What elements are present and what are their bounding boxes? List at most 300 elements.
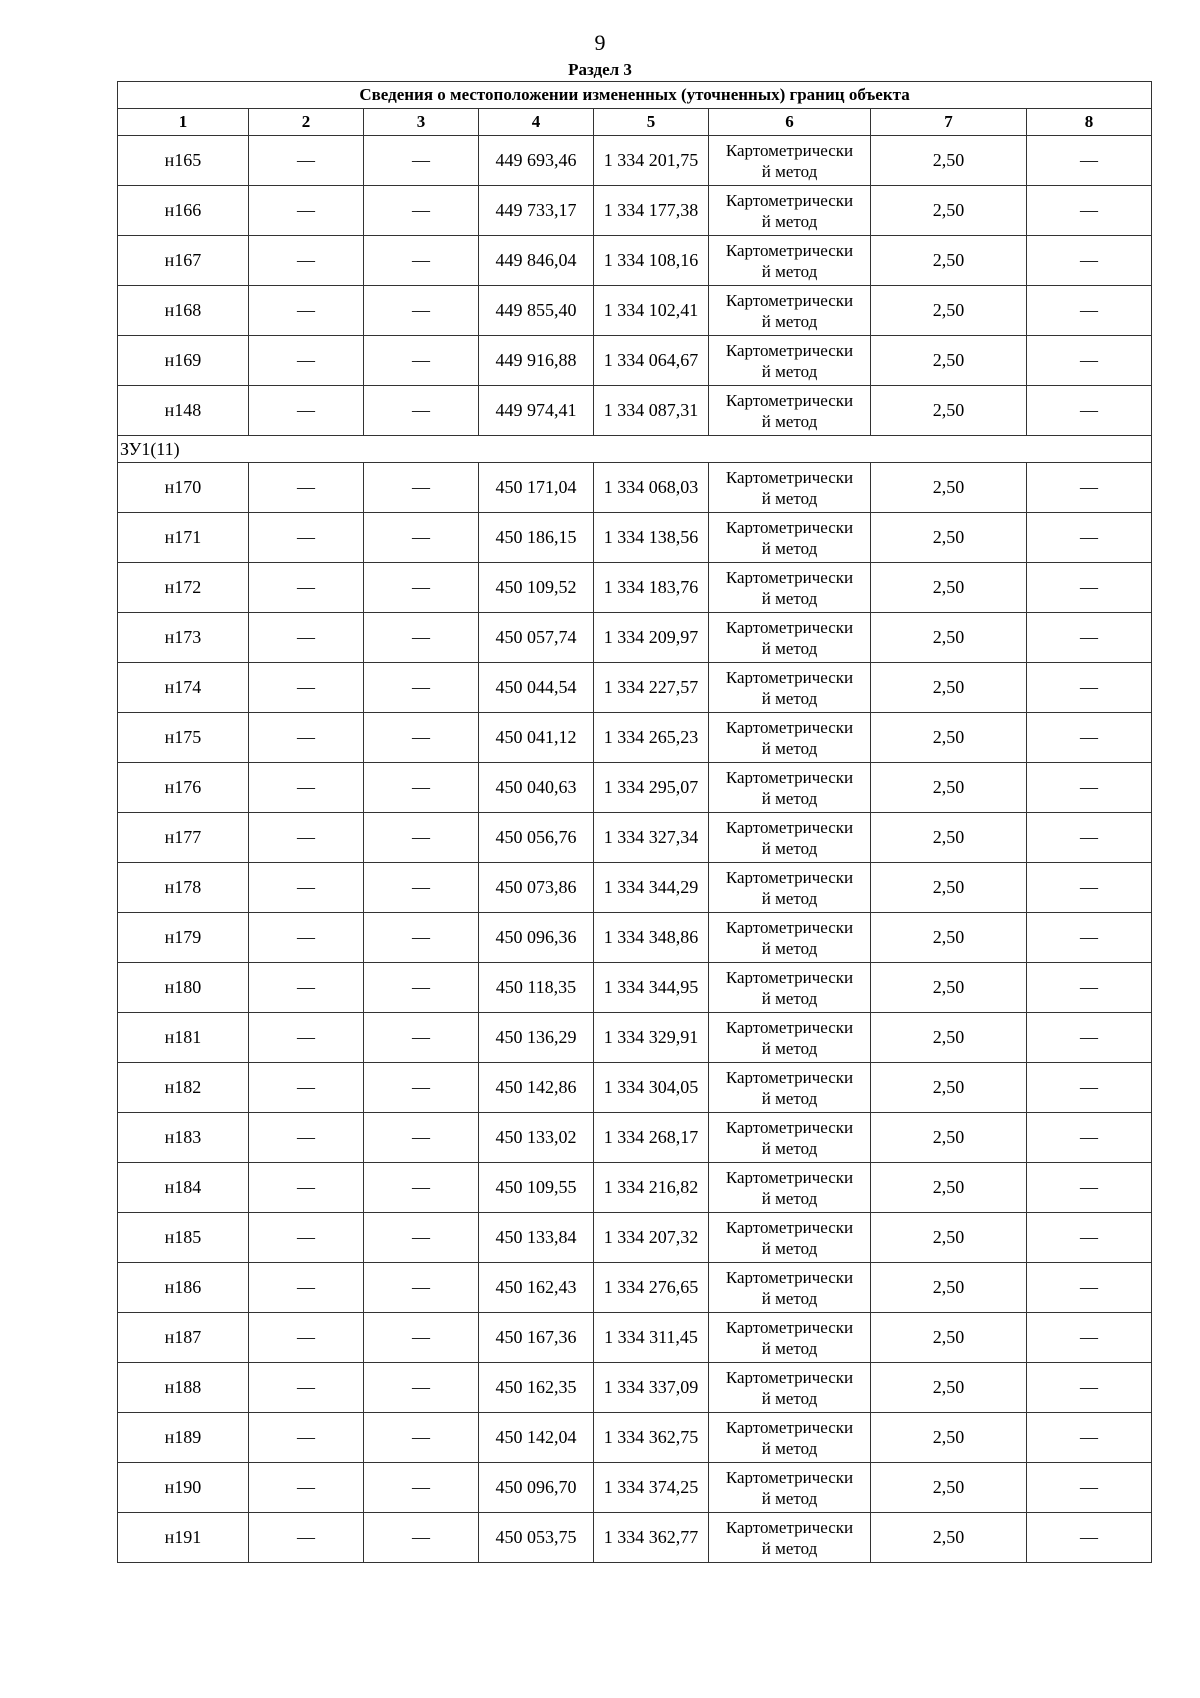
column-3-cell: — <box>364 713 479 763</box>
method-cell <box>709 136 871 186</box>
column-header-4: 4 <box>479 109 594 136</box>
x-coordinate-cell: 450 133,84 <box>479 1213 594 1263</box>
method-text-line-2: й метод <box>761 1138 818 1158</box>
column-3-cell: — <box>364 563 479 613</box>
method-text-line-1: Картометрически <box>725 617 854 637</box>
column-2-cell: — <box>249 1113 364 1163</box>
method-text-line-2: й метод <box>761 161 818 181</box>
method-cell <box>709 1463 871 1513</box>
column-3-cell: — <box>364 186 479 236</box>
table-row <box>118 863 1152 913</box>
table-row <box>118 563 1152 613</box>
column-8-cell: — <box>1027 713 1152 763</box>
method-text-line-1: Картометрически <box>725 817 854 837</box>
table-row <box>118 1263 1152 1313</box>
column-3-cell: — <box>364 1363 479 1413</box>
table-title: Сведения о местоположении измененных (уточненных) границ объекта <box>118 82 1152 109</box>
column-2-cell: — <box>249 913 364 963</box>
y-coordinate-cell: 1 334 207,32 <box>594 1213 709 1263</box>
column-2-cell: — <box>249 1413 364 1463</box>
column-8-cell: — <box>1027 336 1152 386</box>
accuracy-cell: 2,50 <box>871 1513 1027 1563</box>
point-cell: н191 <box>118 1513 249 1563</box>
column-3-cell: — <box>364 663 479 713</box>
table-row <box>118 713 1152 763</box>
table-row <box>118 613 1152 663</box>
column-header-7: 7 <box>871 109 1027 136</box>
method-text-line-2: й метод <box>761 1088 818 1108</box>
method-cell <box>709 286 871 336</box>
method-cell <box>709 763 871 813</box>
method-text-line-1: Картометрически <box>725 517 854 537</box>
y-coordinate-cell: 1 334 329,91 <box>594 1013 709 1063</box>
accuracy-cell: 2,50 <box>871 186 1027 236</box>
accuracy-cell: 2,50 <box>871 336 1027 386</box>
accuracy-cell: 2,50 <box>871 563 1027 613</box>
x-coordinate-cell: 449 855,40 <box>479 286 594 336</box>
column-8-cell: — <box>1027 1363 1152 1413</box>
y-coordinate-cell: 1 334 327,34 <box>594 813 709 863</box>
method-text-line-2: й метод <box>761 1388 818 1408</box>
point-cell: н148 <box>118 386 249 436</box>
y-coordinate-cell: 1 334 348,86 <box>594 913 709 963</box>
column-8-cell: — <box>1027 613 1152 663</box>
column-3-cell: — <box>364 1063 479 1113</box>
point-cell: н175 <box>118 713 249 763</box>
method-text-line-1: Картометрически <box>725 1517 854 1537</box>
column-3-cell: — <box>364 1263 479 1313</box>
method-text-line-1: Картометрически <box>725 767 854 787</box>
x-coordinate-cell: 450 040,63 <box>479 763 594 813</box>
method-text-line-2: й метод <box>761 838 818 858</box>
method-text-line-2: й метод <box>761 588 818 608</box>
column-3-cell: — <box>364 1163 479 1213</box>
column-2-cell: — <box>249 1463 364 1513</box>
column-2-cell: — <box>249 463 364 513</box>
method-text-line-1: Картометрически <box>725 867 854 887</box>
column-8-cell: — <box>1027 236 1152 286</box>
method-text-line-2: й метод <box>761 311 818 331</box>
method-cell <box>709 963 871 1013</box>
method-cell <box>709 1163 871 1213</box>
x-coordinate-cell: 449 733,17 <box>479 186 594 236</box>
y-coordinate-cell: 1 334 216,82 <box>594 1163 709 1213</box>
method-text-line-1: Картометрически <box>725 717 854 737</box>
column-8-cell: — <box>1027 1313 1152 1363</box>
column-8-cell: — <box>1027 563 1152 613</box>
column-2-cell: — <box>249 613 364 663</box>
point-cell: н189 <box>118 1413 249 1463</box>
column-8-cell: — <box>1027 863 1152 913</box>
column-3-cell: — <box>364 336 479 386</box>
method-text-line-2: й метод <box>761 538 818 558</box>
y-coordinate-cell: 1 334 108,16 <box>594 236 709 286</box>
column-2-cell: — <box>249 713 364 763</box>
method-cell <box>709 1063 871 1113</box>
column-3-cell: — <box>364 1213 479 1263</box>
point-cell: н185 <box>118 1213 249 1263</box>
x-coordinate-cell: 449 974,41 <box>479 386 594 436</box>
method-text-line-1: Картометрически <box>725 1317 854 1337</box>
column-8-cell: — <box>1027 463 1152 513</box>
method-text-line-1: Картометрически <box>725 917 854 937</box>
accuracy-cell: 2,50 <box>871 236 1027 286</box>
page-number: 9 <box>594 30 606 55</box>
x-coordinate-cell: 450 162,35 <box>479 1363 594 1413</box>
y-coordinate-cell: 1 334 362,75 <box>594 1413 709 1463</box>
accuracy-cell: 2,50 <box>871 1463 1027 1513</box>
column-2-cell: — <box>249 1363 364 1413</box>
column-header-8: 8 <box>1027 109 1152 136</box>
point-cell: н186 <box>118 1263 249 1313</box>
column-8-cell: — <box>1027 286 1152 336</box>
column-3-cell: — <box>364 1413 479 1463</box>
point-cell: н182 <box>118 1063 249 1113</box>
x-coordinate-cell: 450 096,36 <box>479 913 594 963</box>
method-cell <box>709 1313 871 1363</box>
accuracy-cell: 2,50 <box>871 1113 1027 1163</box>
point-cell: н166 <box>118 186 249 236</box>
column-8-cell: — <box>1027 1463 1152 1513</box>
method-text-line-1: Картометрически <box>725 1467 854 1487</box>
method-cell <box>709 1413 871 1463</box>
method-cell <box>709 1263 871 1313</box>
method-cell <box>709 863 871 913</box>
point-cell: н188 <box>118 1363 249 1413</box>
column-8-cell: — <box>1027 963 1152 1013</box>
method-text-line-2: й метод <box>761 211 818 231</box>
y-coordinate-cell: 1 334 362,77 <box>594 1513 709 1563</box>
accuracy-cell: 2,50 <box>871 1213 1027 1263</box>
x-coordinate-cell: 450 162,43 <box>479 1263 594 1313</box>
column-8-cell: — <box>1027 1513 1152 1563</box>
accuracy-cell: 2,50 <box>871 913 1027 963</box>
method-text-line-2: й метод <box>761 888 818 908</box>
method-cell <box>709 813 871 863</box>
column-2-cell: — <box>249 386 364 436</box>
group-section <box>118 436 1152 463</box>
x-coordinate-cell: 450 044,54 <box>479 663 594 713</box>
method-cell <box>709 513 871 563</box>
column-3-cell: — <box>364 763 479 813</box>
column-2-cell: — <box>249 963 364 1013</box>
table-body-top <box>118 136 1152 436</box>
method-text-line-2: й метод <box>761 688 818 708</box>
accuracy-cell: 2,50 <box>871 763 1027 813</box>
column-8-cell: — <box>1027 186 1152 236</box>
x-coordinate-cell: 450 142,86 <box>479 1063 594 1113</box>
method-text-line-1: Картометрически <box>725 240 854 260</box>
table-row <box>118 1463 1152 1513</box>
column-header-1: 1 <box>118 109 249 136</box>
accuracy-cell: 2,50 <box>871 136 1027 186</box>
method-text-line-1: Картометрически <box>725 667 854 687</box>
column-3-cell: — <box>364 913 479 963</box>
x-coordinate-cell: 450 142,04 <box>479 1413 594 1463</box>
method-text-line-1: Картометрически <box>725 390 854 410</box>
method-text-line-2: й метод <box>761 938 818 958</box>
column-2-cell: — <box>249 336 364 386</box>
column-2-cell: — <box>249 1063 364 1113</box>
method-cell <box>709 1013 871 1063</box>
y-coordinate-cell: 1 334 068,03 <box>594 463 709 513</box>
method-text-line-2: й метод <box>761 788 818 808</box>
y-coordinate-cell: 1 334 268,17 <box>594 1113 709 1163</box>
x-coordinate-cell: 450 136,29 <box>479 1013 594 1063</box>
table-body-bottom <box>118 463 1152 1563</box>
column-2-cell: — <box>249 136 364 186</box>
method-text-line-2: й метод <box>761 1288 818 1308</box>
method-cell <box>709 713 871 763</box>
method-cell <box>709 386 871 436</box>
x-coordinate-cell: 450 041,12 <box>479 713 594 763</box>
y-coordinate-cell: 1 334 304,05 <box>594 1063 709 1113</box>
x-coordinate-cell: 450 186,15 <box>479 513 594 563</box>
method-text-line-1: Картометрически <box>725 1217 854 1237</box>
column-header-6: 6 <box>709 109 871 136</box>
accuracy-cell: 2,50 <box>871 663 1027 713</box>
method-cell <box>709 1113 871 1163</box>
column-2-cell: — <box>249 1213 364 1263</box>
method-text-line-1: Картометрически <box>725 1417 854 1437</box>
column-3-cell: — <box>364 863 479 913</box>
y-coordinate-cell: 1 334 374,25 <box>594 1463 709 1513</box>
point-cell: н180 <box>118 963 249 1013</box>
column-3-cell: — <box>364 613 479 663</box>
y-coordinate-cell: 1 334 265,23 <box>594 713 709 763</box>
x-coordinate-cell: 450 167,36 <box>479 1313 594 1363</box>
column-8-cell: — <box>1027 1113 1152 1163</box>
table-row <box>118 913 1152 963</box>
y-coordinate-cell: 1 334 344,29 <box>594 863 709 913</box>
table-row <box>118 1413 1152 1463</box>
method-cell <box>709 1513 871 1563</box>
column-8-cell: — <box>1027 913 1152 963</box>
column-2-cell: — <box>249 186 364 236</box>
column-8-cell: — <box>1027 136 1152 186</box>
point-cell: н170 <box>118 463 249 513</box>
table-row <box>118 1513 1152 1563</box>
method-text-line-2: й метод <box>761 738 818 758</box>
table-row <box>118 236 1152 286</box>
table-row <box>118 1313 1152 1363</box>
y-coordinate-cell: 1 334 337,09 <box>594 1363 709 1413</box>
method-text-line-2: й метод <box>761 988 818 1008</box>
column-8-cell: — <box>1027 1213 1152 1263</box>
method-text-line-1: Картометрически <box>725 1167 854 1187</box>
method-text-line-1: Картометрически <box>725 290 854 310</box>
x-coordinate-cell: 450 073,86 <box>479 863 594 913</box>
point-cell: н173 <box>118 613 249 663</box>
y-coordinate-cell: 1 334 227,57 <box>594 663 709 713</box>
accuracy-cell: 2,50 <box>871 713 1027 763</box>
accuracy-cell: 2,50 <box>871 386 1027 436</box>
x-coordinate-cell: 450 109,55 <box>479 1163 594 1213</box>
method-text-line-1: Картометрически <box>725 190 854 210</box>
column-3-cell: — <box>364 1013 479 1063</box>
point-cell: н165 <box>118 136 249 186</box>
table-row <box>118 663 1152 713</box>
column-2-cell: — <box>249 1163 364 1213</box>
x-coordinate-cell: 450 133,02 <box>479 1113 594 1163</box>
method-cell <box>709 913 871 963</box>
y-coordinate-cell: 1 334 209,97 <box>594 613 709 663</box>
column-2-cell: — <box>249 813 364 863</box>
x-coordinate-cell: 450 171,04 <box>479 463 594 513</box>
method-text-line-1: Картометрически <box>725 1067 854 1087</box>
point-cell: н178 <box>118 863 249 913</box>
method-cell <box>709 236 871 286</box>
point-cell: н183 <box>118 1113 249 1163</box>
accuracy-cell: 2,50 <box>871 286 1027 336</box>
method-text-line-2: й метод <box>761 1038 818 1058</box>
x-coordinate-cell: 449 846,04 <box>479 236 594 286</box>
column-8-cell: — <box>1027 386 1152 436</box>
method-cell <box>709 1363 871 1413</box>
point-cell: н177 <box>118 813 249 863</box>
point-cell: н171 <box>118 513 249 563</box>
point-cell: н187 <box>118 1313 249 1363</box>
y-coordinate-cell: 1 334 138,56 <box>594 513 709 563</box>
group-row <box>118 436 1152 463</box>
x-coordinate-cell: 450 057,74 <box>479 613 594 663</box>
column-3-cell: — <box>364 813 479 863</box>
method-text-line-2: й метод <box>761 1488 818 1508</box>
y-coordinate-cell: 1 334 344,95 <box>594 963 709 1013</box>
method-text-line-1: Картометрически <box>725 467 854 487</box>
method-cell <box>709 186 871 236</box>
table-row <box>118 1063 1152 1113</box>
method-text-line-1: Картометрически <box>725 340 854 360</box>
accuracy-cell: 2,50 <box>871 463 1027 513</box>
method-text-line-1: Картометрически <box>725 1017 854 1037</box>
column-2-cell: — <box>249 1313 364 1363</box>
accuracy-cell: 2,50 <box>871 1163 1027 1213</box>
column-3-cell: — <box>364 1463 479 1513</box>
method-cell <box>709 336 871 386</box>
column-8-cell: — <box>1027 1063 1152 1113</box>
column-3-cell: — <box>364 136 479 186</box>
method-text-line-2: й метод <box>761 1338 818 1358</box>
y-coordinate-cell: 1 334 201,75 <box>594 136 709 186</box>
y-coordinate-cell: 1 334 311,45 <box>594 1313 709 1363</box>
accuracy-cell: 2,50 <box>871 1013 1027 1063</box>
y-coordinate-cell: 1 334 064,67 <box>594 336 709 386</box>
table-row <box>118 513 1152 563</box>
table-row <box>118 1013 1152 1063</box>
method-text-line-1: Картометрически <box>725 967 854 987</box>
method-cell <box>709 563 871 613</box>
method-text-line-2: й метод <box>761 638 818 658</box>
accuracy-cell: 2,50 <box>871 813 1027 863</box>
column-2-cell: — <box>249 863 364 913</box>
point-cell: н167 <box>118 236 249 286</box>
column-header-3: 3 <box>364 109 479 136</box>
accuracy-cell: 2,50 <box>871 1413 1027 1463</box>
column-8-cell: — <box>1027 1163 1152 1213</box>
column-3-cell: — <box>364 1313 479 1363</box>
table-row <box>118 813 1152 863</box>
column-2-cell: — <box>249 1513 364 1563</box>
method-text-line-1: Картометрически <box>725 1117 854 1137</box>
column-3-cell: — <box>364 513 479 563</box>
y-coordinate-cell: 1 334 276,65 <box>594 1263 709 1313</box>
accuracy-cell: 2,50 <box>871 1263 1027 1313</box>
table-row <box>118 1113 1152 1163</box>
point-cell: н174 <box>118 663 249 713</box>
accuracy-cell: 2,50 <box>871 613 1027 663</box>
column-2-cell: — <box>249 1013 364 1063</box>
point-cell: н172 <box>118 563 249 613</box>
method-text-line-2: й метод <box>761 411 818 431</box>
column-8-cell: — <box>1027 1013 1152 1063</box>
method-text-line-1: Картометрически <box>725 1267 854 1287</box>
accuracy-cell: 2,50 <box>871 513 1027 563</box>
accuracy-cell: 2,50 <box>871 1063 1027 1113</box>
accuracy-cell: 2,50 <box>871 863 1027 913</box>
y-coordinate-cell: 1 334 183,76 <box>594 563 709 613</box>
column-2-cell: — <box>249 763 364 813</box>
column-2-cell: — <box>249 1263 364 1313</box>
method-text-line-2: й метод <box>761 1538 818 1558</box>
boundary-coordinates-table <box>117 81 1152 1563</box>
point-cell: н181 <box>118 1013 249 1063</box>
table-row <box>118 1163 1152 1213</box>
y-coordinate-cell: 1 334 087,31 <box>594 386 709 436</box>
method-text-line-1: Картометрически <box>725 1367 854 1387</box>
column-8-cell: — <box>1027 513 1152 563</box>
column-header-5: 5 <box>594 109 709 136</box>
x-coordinate-cell: 450 056,76 <box>479 813 594 863</box>
column-header-2: 2 <box>249 109 364 136</box>
method-text-line-2: й метод <box>761 488 818 508</box>
column-3-cell: — <box>364 1513 479 1563</box>
method-cell <box>709 613 871 663</box>
point-cell: н169 <box>118 336 249 386</box>
method-text-line-1: Картометрически <box>725 567 854 587</box>
column-8-cell: — <box>1027 1413 1152 1463</box>
column-2-cell: — <box>249 563 364 613</box>
column-2-cell: — <box>249 236 364 286</box>
x-coordinate-cell: 450 109,52 <box>479 563 594 613</box>
y-coordinate-cell: 1 334 177,38 <box>594 186 709 236</box>
table-row <box>118 286 1152 336</box>
method-text-line-2: й метод <box>761 1438 818 1458</box>
x-coordinate-cell: 450 053,75 <box>479 1513 594 1563</box>
table-row <box>118 336 1152 386</box>
column-3-cell: — <box>364 386 479 436</box>
column-3-cell: — <box>364 286 479 336</box>
point-cell: н190 <box>118 1463 249 1513</box>
point-cell: н168 <box>118 286 249 336</box>
group-label: ЗУ1(11) <box>118 436 1152 463</box>
table-row <box>118 1213 1152 1263</box>
table-row <box>118 386 1152 436</box>
y-coordinate-cell: 1 334 295,07 <box>594 763 709 813</box>
table-row <box>118 763 1152 813</box>
method-text-line-2: й метод <box>761 261 818 281</box>
method-cell <box>709 463 871 513</box>
x-coordinate-cell: 449 916,88 <box>479 336 594 386</box>
method-cell <box>709 663 871 713</box>
column-3-cell: — <box>364 963 479 1013</box>
column-2-cell: — <box>249 286 364 336</box>
table-row <box>118 1363 1152 1413</box>
table-row <box>118 463 1152 513</box>
x-coordinate-cell: 450 096,70 <box>479 1463 594 1513</box>
method-text-line-1: Картометрически <box>725 140 854 160</box>
column-2-cell: — <box>249 663 364 713</box>
